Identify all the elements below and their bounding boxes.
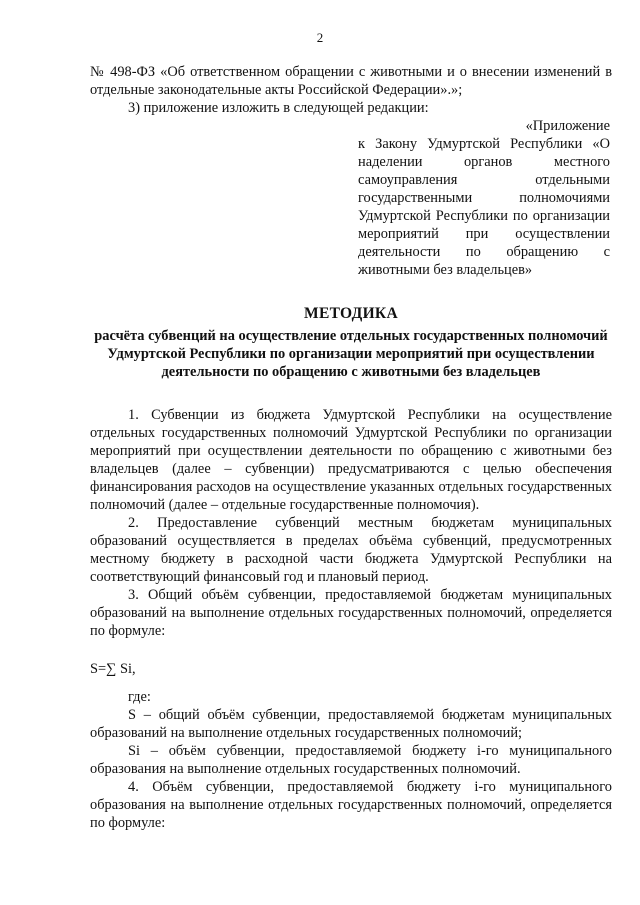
- paragraph-2: 2. Предоставление субвенций местным бюджетам муниципальных образований осуществляется в пределах объёма субвенций, предусмотренных местному бюджету в расходной части бюджета Удмуртской Республики на соответствующий финансовый год и плановый период.: [90, 515, 612, 585]
- body-text: [90, 406, 612, 832]
- intro-line-2: 3) приложение изложить в следующей редакции:: [128, 100, 429, 116]
- paragraph-4: 4. Объём субвенции, предоставляемой бюджету i-го муниципального образования на выполнение отдельных государственных полномочий, определяется по формуле:: [90, 779, 612, 831]
- document-title: [90, 305, 612, 381]
- appendix-reference: [358, 117, 610, 279]
- where-label: где:: [128, 689, 151, 705]
- appendix-first-line: «Приложение: [525, 118, 610, 134]
- intro-line-1: № 498-ФЗ «Об ответственном обращении с животными и о внесении изменений в отдельные законодательные акты Российской Федерации».»;: [90, 64, 612, 98]
- intro-block: [90, 63, 612, 117]
- paragraph-1: 1. Субвенции из бюджета Удмуртской Республики на осуществление отдельных государственных полномочий Удмуртской Республики по организации мероприятий при осуществлении деятельности по обращению с животными без владельцев (далее – субвенции) предусматриваются с целью обеспечения финансирования расходов на осуществление указанных отдельных государственных полномочий (далее – отдельные государственные полномочия).: [90, 407, 612, 513]
- formula: S=∑ Si,: [90, 661, 136, 677]
- definition-si: Si – объём субвенции, предоставляемой бюджету i-го муниципального образования на выполнение отдельных государственных полномочий.: [90, 743, 612, 777]
- title-subtitle: расчёта субвенций на осуществление отдельных государственных полномочий Удмуртской Республики по организации мероприятий при осуществлении деятельности по обращению с животными без владельцев: [94, 328, 608, 380]
- title-heading: МЕТОДИКА: [304, 305, 398, 322]
- page-number: 2: [316, 30, 324, 45]
- appendix-body: к Закону Удмуртской Республики «О наделении органов местного самоуправления отдельными государственными полномочиями Удмуртской Республики по организации мероприятий при осуществлении деятельности по обращению с животными без владельцев»: [358, 136, 610, 278]
- definition-s: S – общий объём субвенции, предоставляемой бюджетам муниципальных образований на выполнение отдельных государственных полномочий;: [90, 707, 612, 741]
- paragraph-3: 3. Общий объём субвенции, предоставляемой бюджетам муниципальных образований на выполнение отдельных государственных полномочий, определяется по формуле:: [90, 587, 612, 639]
